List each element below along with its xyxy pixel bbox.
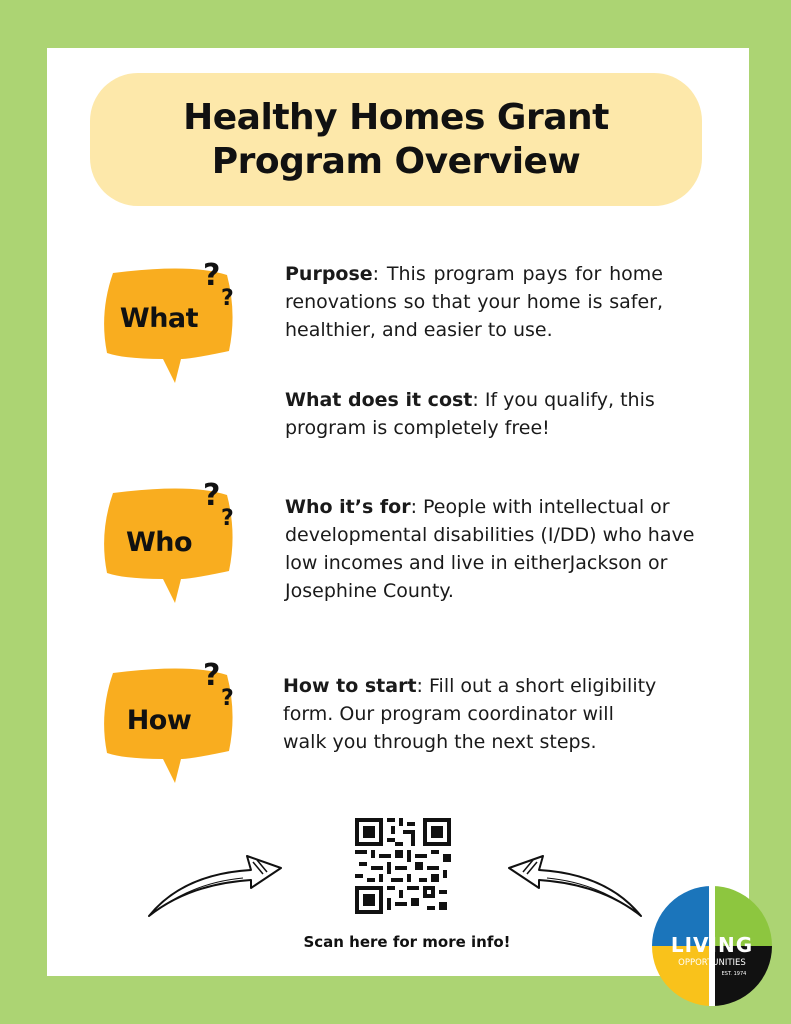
cost-description <box>285 386 663 442</box>
logo-est: EST. 1974 <box>721 971 747 977</box>
how-label: How <box>126 705 192 736</box>
right-arrow-icon <box>502 844 647 924</box>
logo-subtitle: OPPORTUNITIES <box>678 958 746 968</box>
title-banner <box>90 73 702 206</box>
who-text: : People with intellectual or developmental disabilities (I/DD) who have low incomes and live in eitherJackson or Josephine County. <box>285 496 695 602</box>
how-description <box>283 672 663 756</box>
how-paragraph <box>283 672 663 756</box>
what-description <box>285 260 663 344</box>
cost-heading: What does it cost <box>285 389 473 411</box>
page-title-line-2: Program Overview <box>211 140 581 182</box>
who-paragraph <box>285 493 715 605</box>
logo-title: LIVING <box>670 933 754 957</box>
purpose-text: : This program pays for home renovations so that your home is safer, healthier, and easier to use. <box>285 263 663 341</box>
left-arrow-icon <box>143 844 288 924</box>
svg-text:?: ? <box>221 506 234 531</box>
who-heading: Who it’s for <box>285 496 411 518</box>
svg-text:?: ? <box>203 658 221 693</box>
page-title-line-1: Healthy Homes Grant <box>183 96 609 138</box>
what-speech-bubble <box>95 253 245 403</box>
how-heading: How to start <box>283 675 417 697</box>
what-label: What <box>119 303 199 334</box>
svg-text:?: ? <box>203 478 221 513</box>
how-speech-bubble <box>95 653 245 803</box>
qr-caption: Scan here for more info! <box>303 933 511 951</box>
who-label: Who <box>125 527 193 558</box>
cost-text: : If you qualify, this program is completely free! <box>285 389 655 439</box>
flyer-page <box>47 48 749 976</box>
svg-text:?: ? <box>221 686 234 711</box>
svg-text:?: ? <box>203 258 221 293</box>
svg-text:?: ? <box>221 286 234 311</box>
qr-code-icon <box>355 818 451 914</box>
qr-code[interactable] <box>355 818 451 914</box>
purpose-paragraph <box>285 260 663 344</box>
how-text: : Fill out a short eligibility form. Our program coordinator will walk you through the next steps. <box>283 675 657 753</box>
cost-paragraph <box>285 386 663 442</box>
who-speech-bubble <box>95 473 245 623</box>
purpose-heading: Purpose <box>285 263 373 285</box>
logo-emblem <box>652 886 772 1006</box>
living-opportunities-logo <box>652 886 772 1006</box>
who-description <box>285 493 715 605</box>
